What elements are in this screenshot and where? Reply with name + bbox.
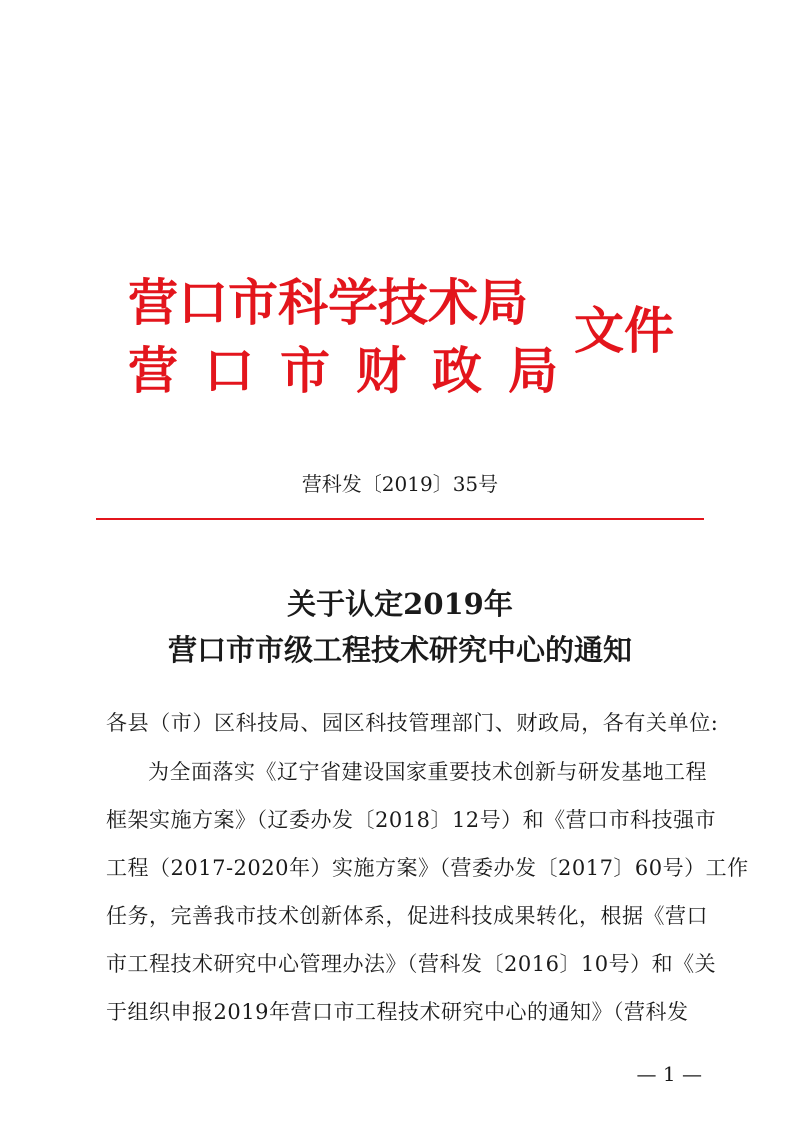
paragraph-line-1: 为全面落实《辽宁省建设国家重要技术创新与研发基地工程	[148, 760, 707, 784]
red-divider-line	[96, 518, 704, 520]
paragraph-line-3: 工程（2017-2020年）实施方案》（营委办发〔2017〕60号）工作	[106, 856, 749, 880]
title-line-1: 关于认定2019年	[287, 587, 513, 621]
issuer-suffix: 文件	[574, 301, 674, 360]
paragraph-line-2: 框架实施方案》（辽委办发〔2018〕12号）和《营口市科技强市	[106, 808, 717, 832]
paragraph-line-6: 于组织申报2019年营口市工程技术研究中心的通知》（营科发	[106, 1000, 689, 1024]
title-line-2: 营口市市级工程技术研究中心的通知	[167, 633, 632, 667]
paragraph-line-4: 任务，完善我市技术创新体系，促进科技成果转化，根据《营口	[106, 904, 708, 928]
page-number: — 1 —	[636, 1062, 702, 1086]
paragraph-line-5: 市工程技术研究中心管理办法》（营科发〔2016〕10号）和《关	[106, 952, 717, 976]
document-number: 营科发〔2019〕35号	[301, 472, 499, 496]
issuer-line-1: 营口市科学技术局	[128, 273, 528, 332]
issuer-line-2: 营口市财政局	[128, 341, 584, 400]
salutation: 各县（市）区科技局、园区科技管理部门、财政局，各有关单位:	[106, 711, 719, 735]
